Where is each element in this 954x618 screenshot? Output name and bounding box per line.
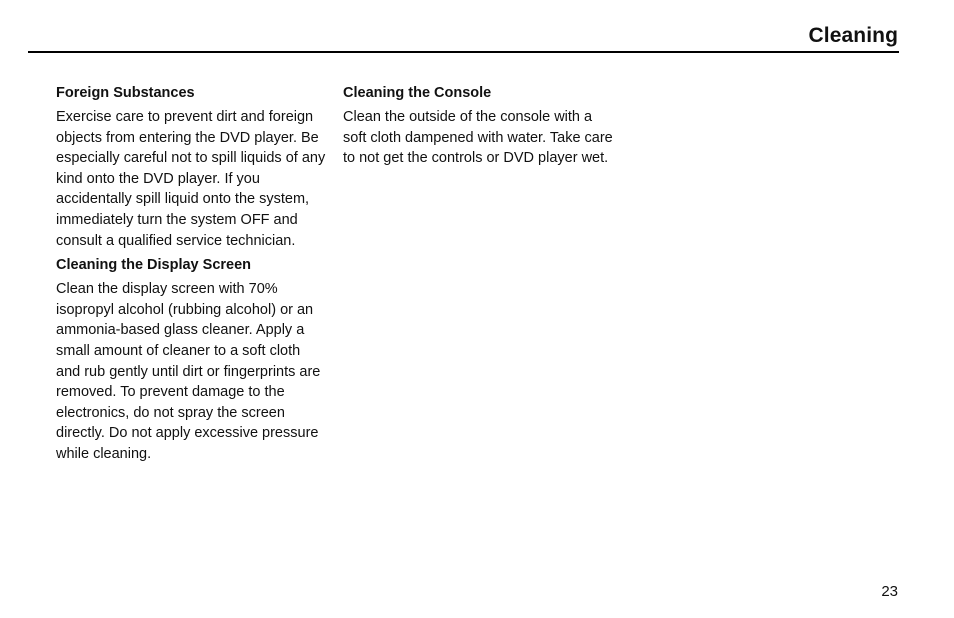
section-foreign-substances (56, 83, 328, 251)
page-title: Cleaning (808, 24, 898, 47)
section-body: Clean the outside of the console with a soft cloth dampened with water. Take care to not get the controls or DVD player wet. (343, 109, 613, 167)
header-divider (28, 51, 899, 53)
section-cleaning-display-screen (56, 255, 328, 464)
page-number: 23 (881, 583, 898, 600)
section-heading: Cleaning the Display Screen (56, 257, 252, 274)
section-body: Clean the display screen with 70% isopropyl alcohol (rubbing alcohol) or an ammonia-based glass cleaner. Apply a small amount of cleaner to a soft cloth and rub gently until dirt or fingerprints are removed. To prevent damage to the electronics, do not spray the screen directly. Do not apply excessive pressure while cleaning. (56, 281, 321, 462)
right-column (343, 83, 615, 173)
section-cleaning-console (343, 83, 615, 169)
section-heading: Cleaning the Console (343, 85, 492, 101)
section-body: Exercise care to prevent dirt and foreign objects from entering the DVD player. Be especially careful not to spill liquids of any kind onto the DVD player. If you accidentally spill liquid onto the system, immediately turn the system OFF and consult a qualified service technician. (56, 109, 326, 249)
left-column (56, 83, 328, 469)
section-heading: Foreign Substances (56, 85, 195, 101)
